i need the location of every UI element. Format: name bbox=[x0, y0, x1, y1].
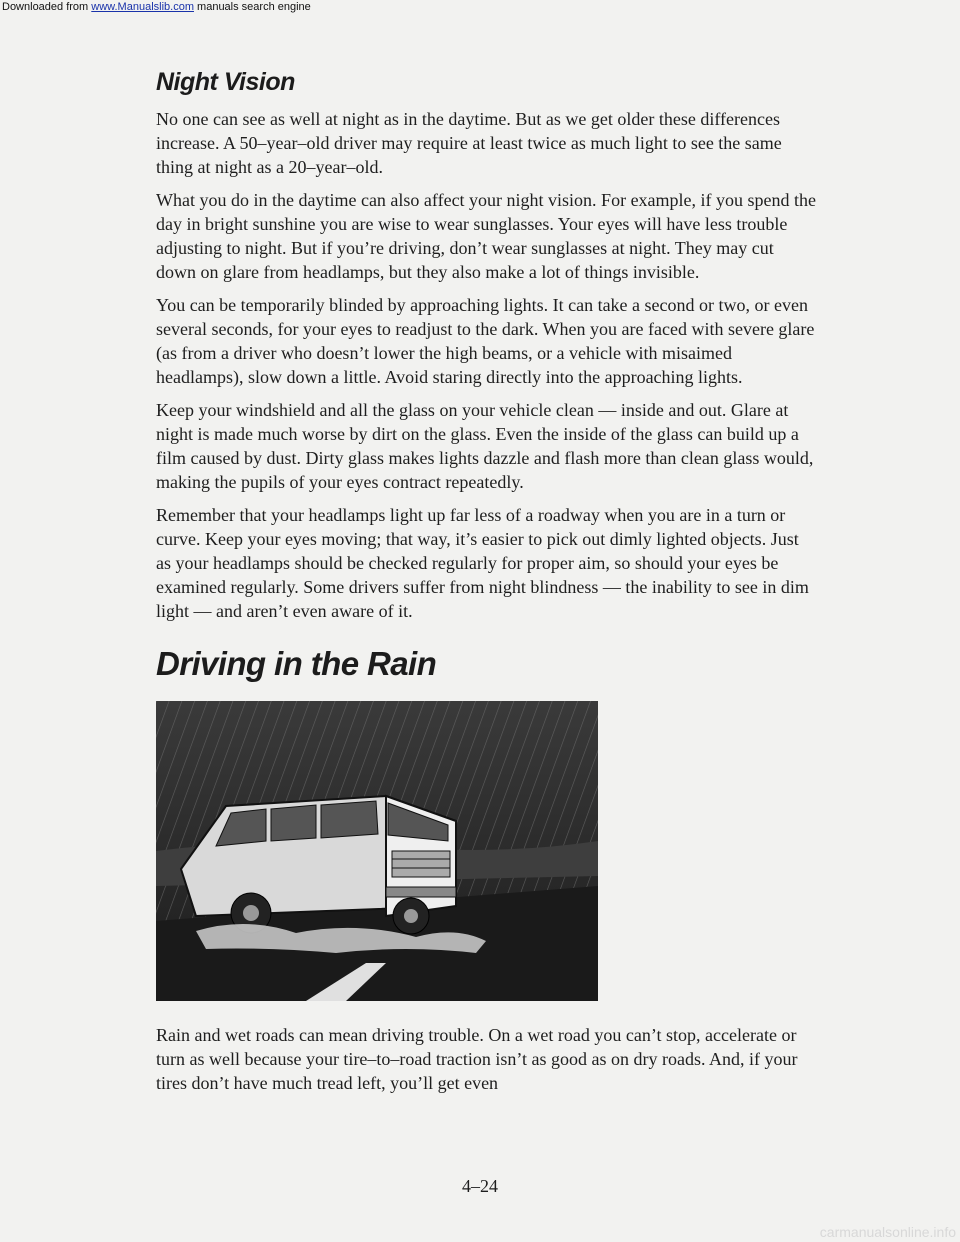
vehicle-in-rain-drawing bbox=[156, 701, 598, 1001]
page-number: 4–24 bbox=[462, 1176, 498, 1196]
night-vision-paragraph-3: You can be temporarily blinded by approaching lights. It can take a second or two, or even several seconds, for your eyes to readjust to the dark. When you are faced with severe glare (as from a driver who doesn’t lower the high beams, or a vehicle with misaimed headlamps), slow down a little. Avoid staring directly into the approaching lights. bbox=[156, 295, 815, 387]
night-vision-paragraph-4: Keep your windshield and all the glass on your vehicle clean — inside and out. Glare at night is made much worse by dirt on the glass. Even the inside of the glass can build up a film caused by dust. Dirty glass makes lights dazzle and flash more than clean glass would, making the pupils of your eyes contract repeatedly. bbox=[156, 400, 814, 492]
night-vision-paragraph-5: Remember that your headlamps light up far less of a roadway when you are in a turn or curve. Keep your eyes moving; that way, it’s easier to pick out dimly lighted objects. Just as your headlamps should be checked regularly for proper aim, so should your eyes be examined regularly. Some drivers suffer from night blindness — the inability to see in dim light — and aren’t even aware of it. bbox=[156, 505, 809, 621]
page-content bbox=[156, 68, 816, 1104]
driving-in-rain-paragraph: Rain and wet roads can mean driving trouble. On a wet road you can’t stop, accelerate or turn as well because your tire–to–road traction isn’t as good as on dry roads. And, if your tires don’t have much tread left, you’ll get even bbox=[156, 1025, 798, 1093]
manualslib-link[interactable]: www.Manualslib.com bbox=[91, 1, 194, 13]
footer-watermark: carmanualsonline.info bbox=[819, 1224, 956, 1240]
download-header bbox=[0, 0, 960, 14]
night-vision-paragraph-1: No one can see as well at night as in the daytime. But as we get older these differences increase. A 50–year–old driver may require at least twice as much light to see the same thing at night as a 20–year–old. bbox=[156, 109, 782, 177]
night-vision-paragraph-2: What you do in the daytime can also affect your night vision. For example, if you spend the day in bright sunshine you are wise to wear sunglasses. Your eyes will have less trouble adjusting to night. But if you’re driving, don’t wear sunglasses at night. They may cut down on glare from headlamps, but they also make a lot of things invisible. bbox=[156, 190, 817, 282]
night-vision-heading: Night Vision bbox=[156, 68, 295, 96]
rain-driving-illustration bbox=[156, 701, 598, 1001]
header-prefix: Downloaded from bbox=[2, 1, 92, 13]
header-suffix: manuals search engine bbox=[193, 1, 311, 13]
driving-in-rain-heading: Driving in the Rain bbox=[156, 645, 437, 682]
